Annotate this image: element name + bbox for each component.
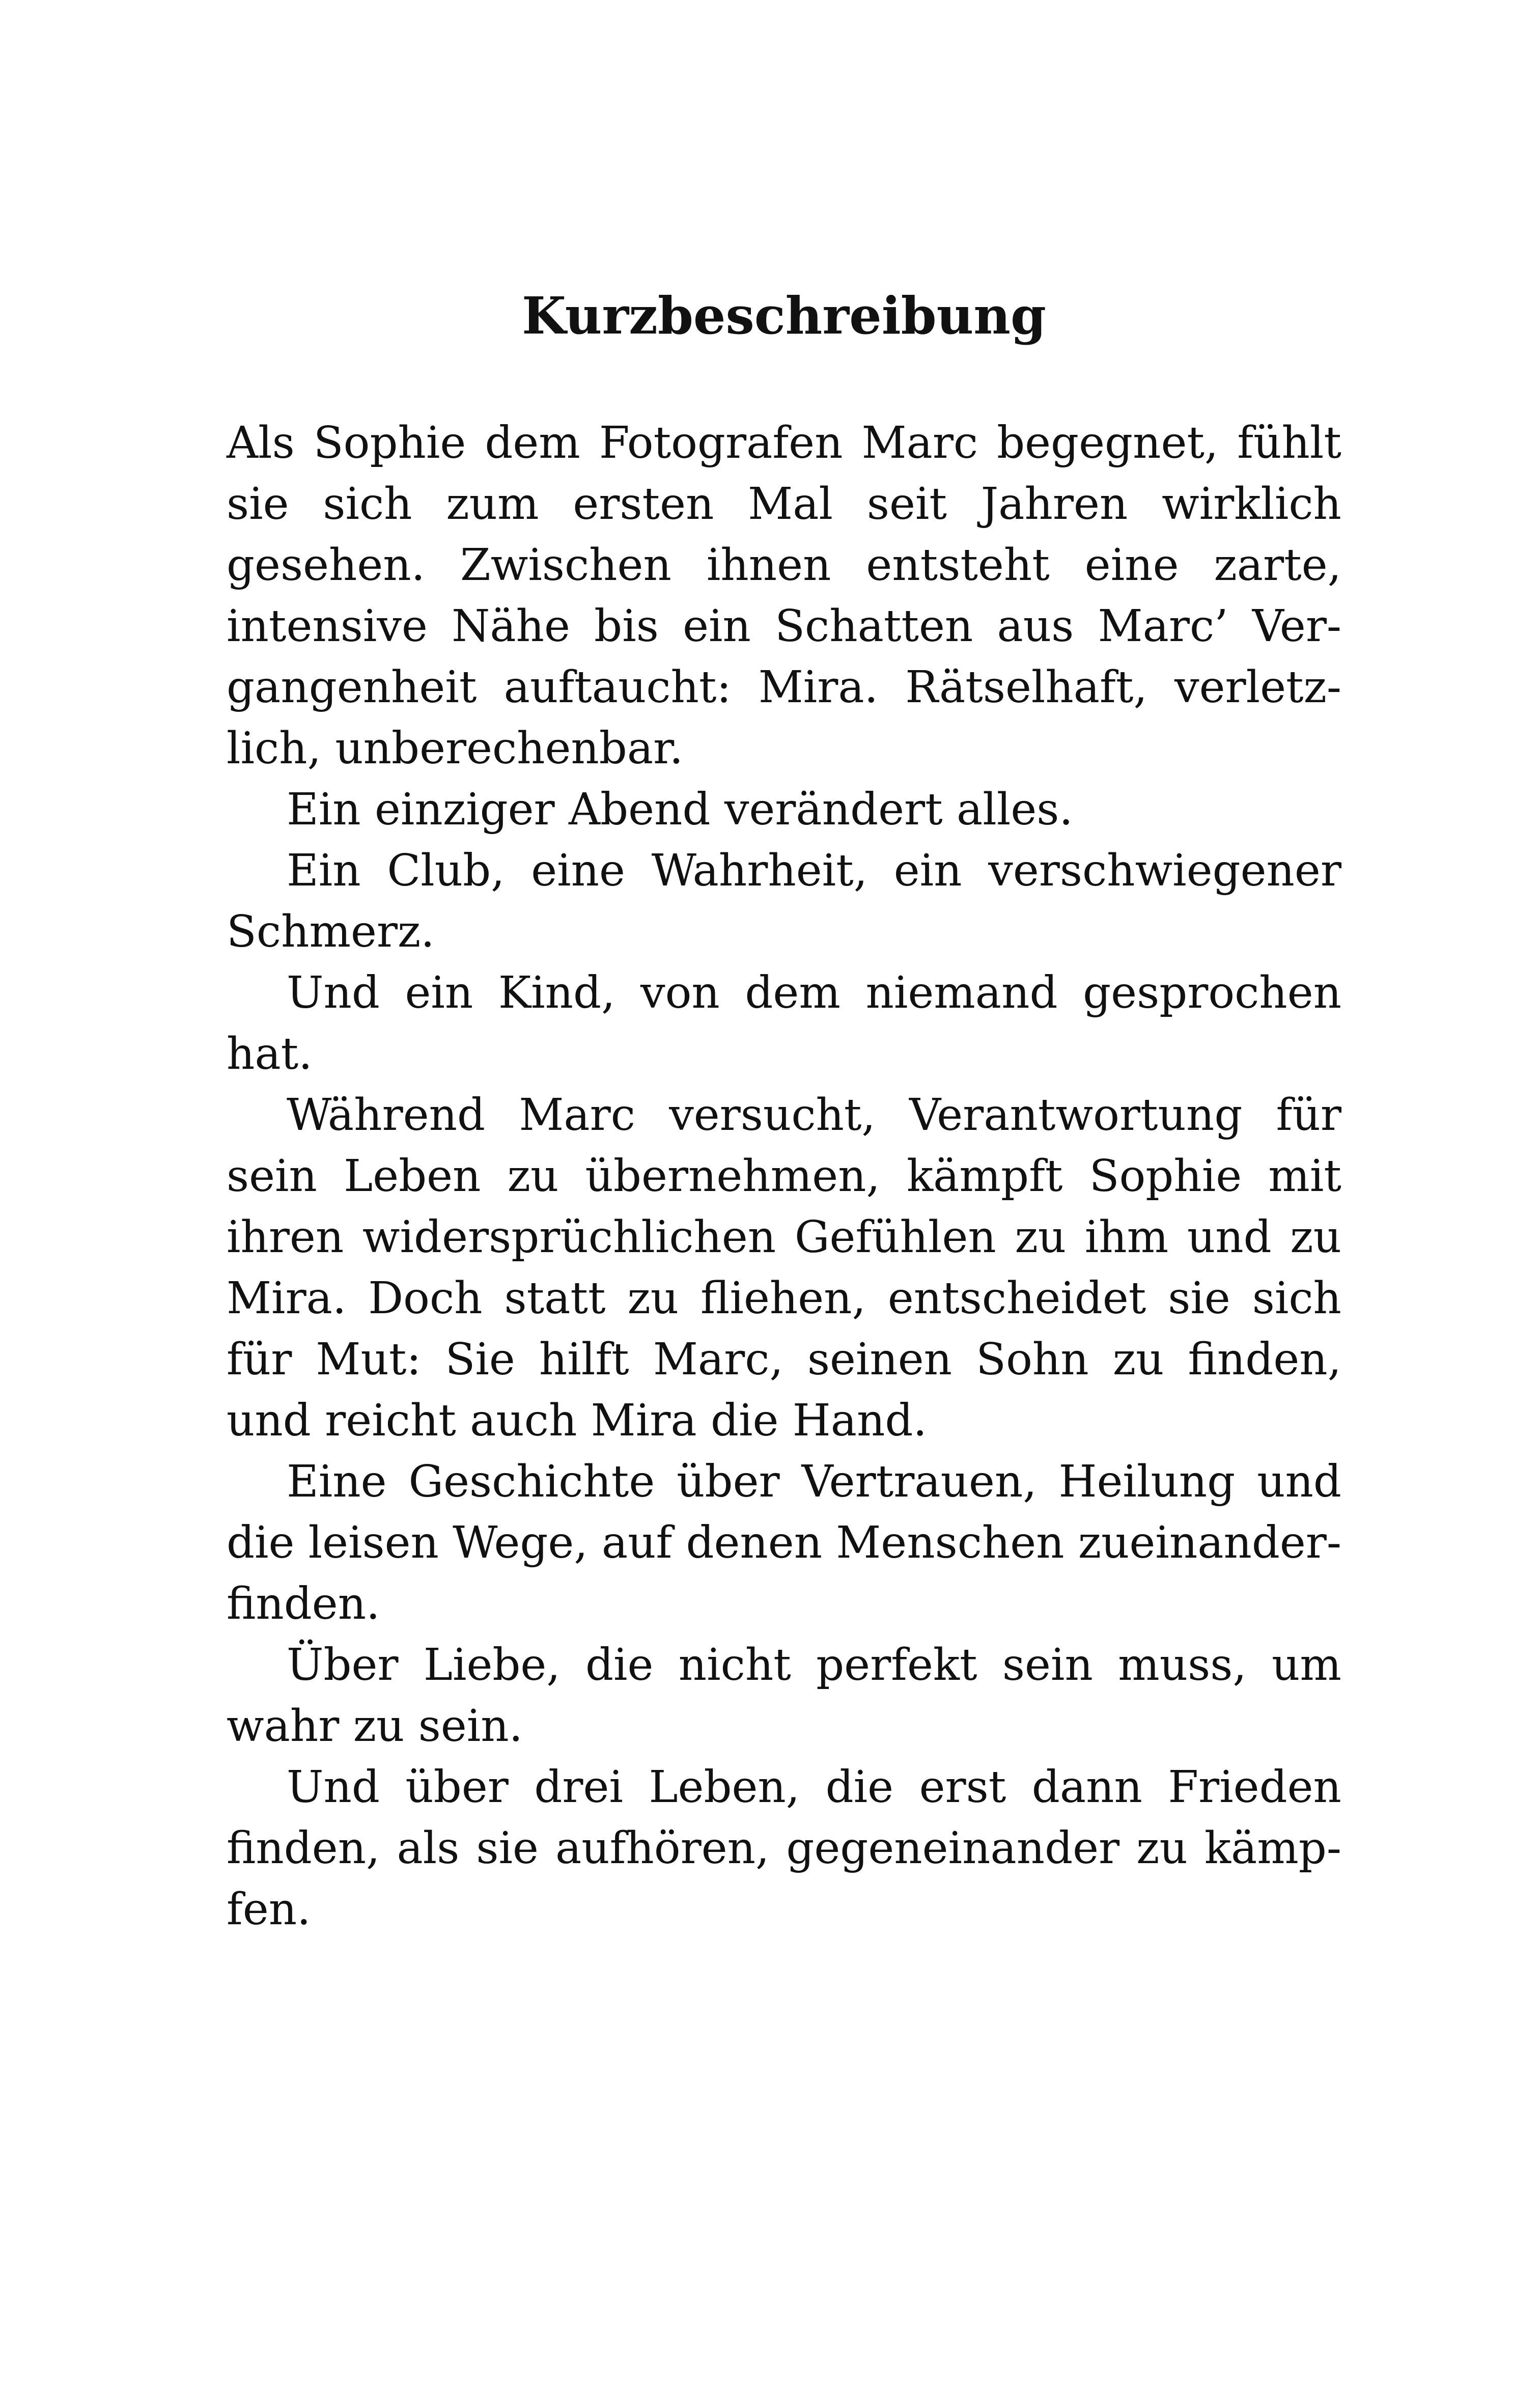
text-line: Mira. Doch statt zu fliehen, entscheidet sie sich: [227, 1273, 1341, 1324]
text-line: Als Sophie dem Fotografen Marc begegnet, fühlt: [227, 418, 1341, 468]
text-line: Ein einziger Abend verändert alles.: [287, 784, 1073, 835]
text-line: sein Leben zu übernehmen, kämpft Sophie mit: [227, 1151, 1341, 1202]
text-line: gangenheit auftaucht: Mira. Rätselhaft, verletz-: [227, 662, 1341, 713]
text-line: gesehen. Zwischen ihnen entsteht eine zarte,: [227, 540, 1341, 591]
text-line: für Mut: Sie hilft Marc, seinen Sohn zu finden,: [227, 1334, 1341, 1385]
text-line: ihren widersprüchlichen Gefühlen zu ihm und zu: [227, 1212, 1341, 1263]
text-line: Während Marc versucht, Verantwortung für: [287, 1090, 1341, 1141]
text-line: Und ein Kind, von dem niemand gesprochen: [287, 967, 1341, 1018]
text-line: Ein Club, eine Wahrheit, ein verschwiegener: [287, 845, 1341, 896]
text-line: wahr zu sein.: [227, 1701, 523, 1752]
blurb-text: [227, 412, 1341, 1940]
text-line: sie sich zum ersten Mal seit Jahren wirklich: [227, 479, 1341, 530]
text-line: hat.: [227, 1029, 313, 1079]
text-line: finden, als sie aufhören, gegeneinander zu kämp-: [227, 1823, 1341, 1874]
text-line: lich, unberechenbar.: [227, 723, 684, 774]
text-line: Und über drei Leben, die erst dann Frieden: [287, 1762, 1341, 1813]
text-line: finden.: [227, 1578, 380, 1629]
text-line: Über Liebe, die nicht perfekt sein muss, um: [287, 1640, 1341, 1691]
text-line: Schmerz.: [227, 906, 435, 957]
text-line: fen.: [227, 1884, 311, 1935]
text-line: die leisen Wege, auf denen Menschen zueinander-: [227, 1517, 1341, 1568]
text-line: Eine Geschichte über Vertrauen, Heilung und: [287, 1456, 1341, 1507]
text-line: intensive Nähe bis ein Schatten aus Marc’ Ver-: [227, 601, 1341, 652]
page-title: Kurzbeschreibung: [522, 286, 1046, 346]
text-line: und reicht auch Mira die Hand.: [227, 1395, 927, 1446]
